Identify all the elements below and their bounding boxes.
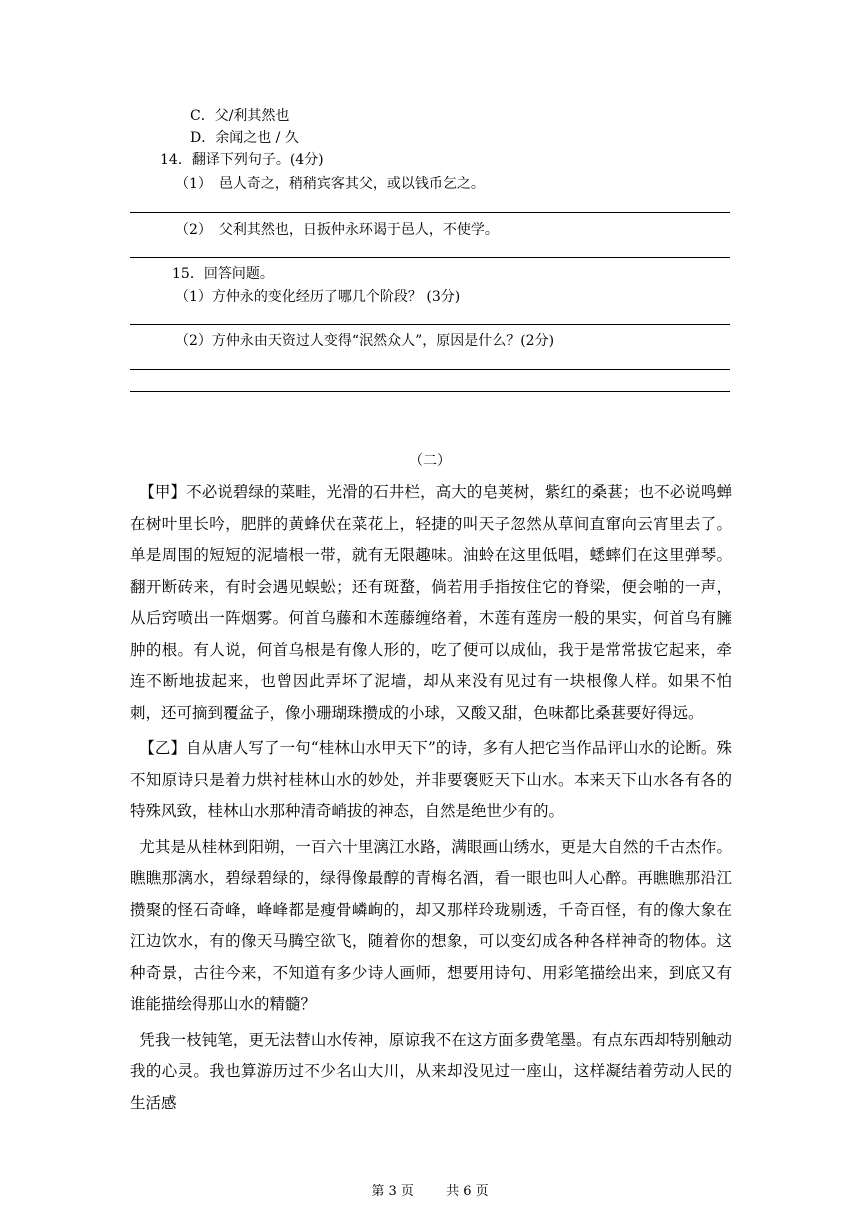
page-footer — [0, 1180, 860, 1199]
page-number: 第 3 页 — [371, 1184, 414, 1199]
option-d: D．余闻之也 / 久 — [190, 130, 299, 146]
answer-line — [130, 212, 730, 213]
passage-paragraph-jia: 【甲】不必说碧绿的菜畦，光滑的石井栏，高大的皂荚树，紫红的桑葚；也不必说鸣蝉在树叶里长吟，肥胖的黄蜂伏在菜花上，轻捷的叫天子忽然从草间直窜向云宵里去了。单是周围的短短的泥墙根一带，就有无限趣味。油蛉在这里低唱，蟋蟀们在这里弹琴。翻开断砖来，有时会遇见蜈蚣；还有斑蝥，倘若用手指按住它的脊梁，便会啪的一声，从后窍喷出一阵烟雾。何首乌藤和木莲藤缠络着，木莲有莲房一般的果实，何首乌有臃肿的根。有人说，何首乌根是有像人形的，吃了便可以成仙，我于是常常拔它起来，牵连不断地拔起来，也曾因此弄坏了泥墙，却从来没有见过有一块根像人样。如果不怕刺，还可摘到覆盆子，像小珊瑚珠攒成的小球，又酸又甜，色味都比桑葚要好得远。 — [130, 483, 732, 722]
question-15-part-1: （1）方仲永的变化经历了哪几个阶段？ (3分) — [175, 289, 461, 305]
question-15-part-2: （2）方仲永由天资过人变得“泯然众人”，原因是什么？(2分) — [175, 333, 555, 349]
question-14-title: 14．翻译下列句子。(4分) — [160, 152, 324, 168]
answer-line — [130, 391, 730, 392]
passage-paragraph-4: 凭我一枝钝笔，更无法替山水传神，原谅我不在这方面多费笔墨。有点东西却特别触动我的心灵。我也算游历过不少名山大川，从来却没见过一座山，这样凝结着劳动人民的生活感 — [130, 1030, 732, 1112]
option-c: C．父/利其然也 — [190, 108, 290, 124]
question-14-sentence-1: （1） 邑人奇之，稍稍宾客其父，或以钱币乞之。 — [175, 176, 485, 192]
page-total: 共 6 页 — [446, 1184, 489, 1199]
section-title: （二） — [409, 453, 451, 469]
passage-paragraph-yi: 【乙】自从唐人写了一句“桂林山水甲天下”的诗，多有人把它当作品评山水的论断。殊不知原诗只是着力烘衬桂林山水的妙处，并非要褒贬天下山水。本来天下山水各有各的特殊风致，桂林山水那种清奇峭拔的神态，自然是绝世少有的。 — [130, 739, 732, 820]
answer-line — [130, 257, 730, 258]
reading-passage — [130, 477, 732, 1123]
answer-line — [130, 369, 730, 370]
passage-paragraph-3: 尤其是从桂林到阳朔，一百六十里漓江水路，满眼画山绣水，更是大自然的千古杰作。瞧瞧那漓水，碧绿碧绿的，绿得像最醇的青梅名酒，看一眼也叫人心醉。再瞧瞧那沿江攒聚的怪石奇峰，峰峰都是瘦骨嶙峋的，却又那样玲珑剔透，千奇百怪，有的像大象在江边饮水，有的像天马腾空欲飞，随着你的想象，可以变幻成各种各样神奇的物体。这种奇景，古往今来，不知道有多少诗人画师，想要用诗句、用彩笔描绘出来，到底又有谁能描绘得那山水的精髓？ — [130, 837, 732, 1013]
question-14-sentence-2: （2） 父利其然也，日扳仲永环谒于邑人，不使学。 — [175, 222, 499, 238]
answer-line — [130, 324, 730, 325]
question-15-title: 15．回答问题。 — [172, 266, 274, 282]
